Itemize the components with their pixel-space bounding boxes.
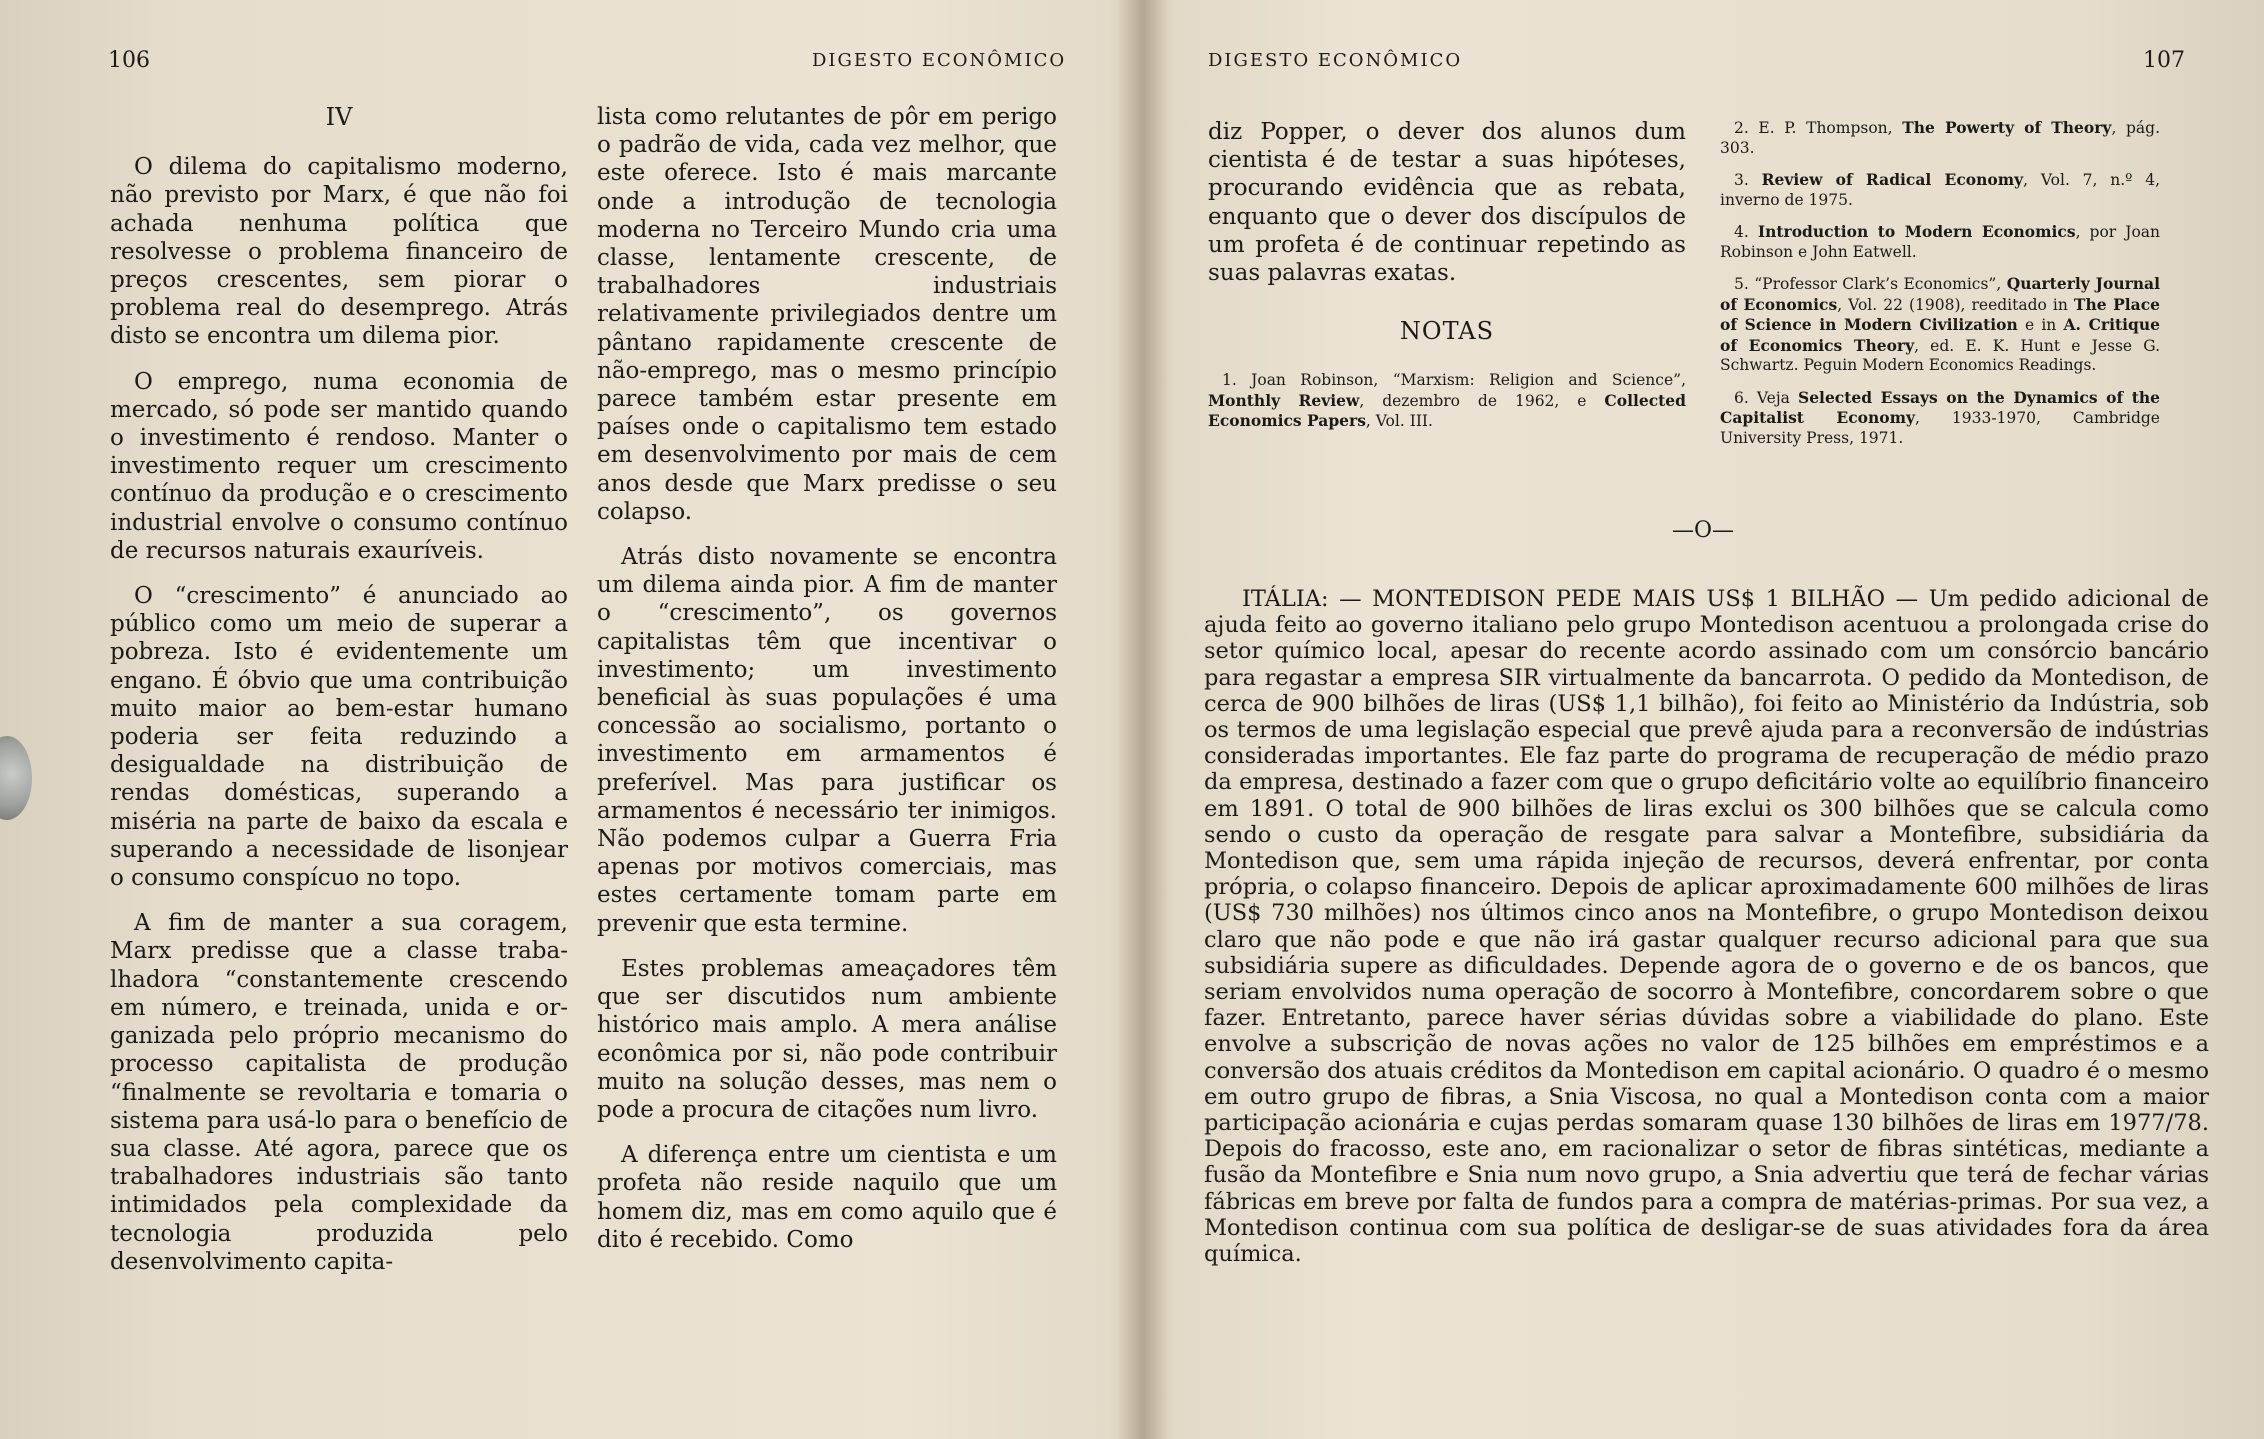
paragraph: A diferença entre um cientista e um profeta não reside naquilo que um homem diz, mas em como aquilo que é dito é recebido. Como xyxy=(597,1142,1057,1253)
paragraph: lista como relutantes de pôr em perigo o padrão de vida, cada vez melhor, que este oferece. Isto é mais marcante onde a introdução de tecnologia moderna no Terceiro Mundo cria uma classe, lentamente crescente, de trabalhadores industriais relativamente privilegiados dentre um pântano rapidamente crescente de não-emprego, mas o mesmo princípio parece também estar presente em países onde o capitalismo tem estado em desenvolvimento por mais de cem anos desde que Marx predisse o seu colapso. xyxy=(597,104,1057,525)
paragraph: Atrás disto novamente se encontra um dilema ainda pior. A fim de manter o “crescimento”, os governos capitalistas têm que incentivar o investimento; um investimento beneficial às suas populações é uma concessão ao socialismo, portanto o investimento em armamentos é preferível. Mas para justificar os armamentos é necessário ter inimigos. Não podemos culpar a Guerra Fria apenas por motivos comerciais, mas estes certamente tomam parte em prevenir que esta termine. xyxy=(597,544,1057,937)
section-heading: IV xyxy=(325,103,353,131)
paragraph: O emprego, numa economia de mercado, só pode ser mantido quando o investimento é rendoso. Manter o investimento requer um crescimento contínuo da produção e o crescimento industrial envolve o consumo contínuo de recursos naturais exauríveis. xyxy=(110,368,568,564)
footnote-6: 6. Veja Selected Essays on the Dynamics of the Capitalist Economy, 1933-1970, Cambridge University Press, 1971. xyxy=(1720,387,2160,447)
paragraph: diz Popper, o dever dos alunos dum cientista é de testar a suas hipóteses, procurando evidência que as rebata, enquanto que o dever dos discípulos de um profeta é de continuar repetindo as suas palavras exatas. xyxy=(1208,119,1686,287)
right-page xyxy=(1150,0,2264,1439)
right-column-notes xyxy=(1720,118,2160,460)
article-body: ITÁLIA: — MONTEDISON PEDE MAIS US$ 1 BILHÃO — Um pedido adicional de ajuda feito ao governo italiano pelo grupo Montedison acentuou a prolongada crise do setor químico local, apesar do recente acordo assinado com um consórcio bancário para regastar a empresa SIR virtualmente da bancarrota. O pedido da Montedison, de cerca de 900 bilhões de liras (US$ 1,1 bilhão), foi feito ao Ministério da Indústria, sob os termos de uma legislação especial que prevê ajuda para a reconversão de indústrias consideradas importantes. Ele faz parte do programa de recuperação de médio prazo da empresa, destinado a fazer com que o grupo deficitário volte ao equilíbrio financeiro em 1891. O total de 900 bilhões de liras exclui os 300 bilhões que se calcula como sendo o custo da operação de resgate para salvar a Montefibre, subsidiária da Montedison que, sem uma rápida injeção de recursos, deverá enfrentar, por conta própria, o colapso financeiro. Depois de aplicar aproximadamente 600 milhões de liras (US$ 730 milhões) nos últimos cinco anos na Montefibre, o grupo Montedison deixou claro que não pode e que não irá gastar qualquer recurso adicional para que sua subsidiária supere as dificuldades. Depende agora de o governo e de os bancos, que seriam envolvidos numa operação de socorro à Montefibre, concordarem sobre o que fazer. Entretanto, parece haver sérias dúvidas sobre a viabilidade do plano. Este envolve a subscrição de novas ações no valor de 125 bilhões em empréstimos e a conversão dos atuais créditos da Montedison em capital acionário. O quadro é o mesmo em outro grupo de fibras, a Snia Viscosa, no qual a Montedison conta com a maior participação acionária e cujas perdas somaram quase 130 bilhões de liras em 1977/78. Depois do fracosso, este ano, em racionalizar o setor de fibras sintéticas, mediante a fusão da Montefibre e Snia num novo grupo, a Snia advertiu que terá de fechar várias fábricas em breve por falta de fundos para a compra de matérias-primas. Por sua vez, a Montedison continua com sua política de desligar-se de suas atividades fora da área química. xyxy=(1204,586,2209,1268)
footnote-5: 5. “Professor Clark’s Economics”, Quarterly Journal of Economics, Vol. 22 (1908), reeditado in The Place of Science in Modern Civilization e in A. Critique of Economics Theory, ed. E. K. Hunt e Jesse G. Schwartz. Peguin Modern Economics Readings. xyxy=(1720,274,2160,374)
footnote-1: 1. Joan Robinson, “Marxism: Religion and Science”, Monthly Review, dezembro de 1962, e Collected Economics Papers, Vol. III. xyxy=(1208,371,1687,431)
running-head: DIGESTO ECONÔMICO xyxy=(812,50,1067,71)
left-column-1 xyxy=(110,103,568,1293)
footnote-2: 2. E. P. Thompson, The Powerty of Theory, pág. 303. xyxy=(1720,118,2160,157)
paragraph: A fim de manter a sua coragem, Marx predisse que a classe trabalhadora “constantemente crescendo em número, e treinada, unida e organizada pelo próprio mecanismo do processo capitalista de produção “finalmente se revoltaria e tomaria o sistema para usá-lo para o benefício de sua classe. Até agora, parece que os trabalhadores industriais são tanto intimidados pela complexidade da tecnologia produzida pelo desenvolvimento capita- xyxy=(110,910,568,1275)
page-number: 107 xyxy=(2143,48,2185,73)
footnote-4: 4. Introduction to Modern Economics, por Joan Robinson e John Eatwell. xyxy=(1720,222,2161,261)
paragraph: Estes problemas ameaçadores têm que ser discutidos num ambiente histórico mais amplo. A mera análise econômica por si, não pode contribuir muito na solução desses, mas nem o pode a procura de citações num livro. xyxy=(597,955,1057,1123)
left-column-2 xyxy=(597,103,1057,1271)
notes-heading: NOTAS xyxy=(1399,317,1495,346)
footnote-3: 3. Review of Radical Economy, Vol. 7, n.º 4, inverno de 1975. xyxy=(1720,170,2160,209)
paragraph: O dilema do capitalismo moderno, não previsto por Marx, é que não foi achada nenhuma política que resolvesse o problema financeiro de preços crescentes, sem piorar o problema real do desemprego. Atrás disto se encontra um dilema pior. xyxy=(110,154,568,350)
page-number: 106 xyxy=(108,48,150,73)
paragraph: O “crescimento” é anunciado ao público como um meio de superar a pobreza. Isto é evidentemente um engano. É óbvio que uma contribuição muito maior ao bem-estar humano poderia ser feita reduzindo a desigualdade na distribuição de rendas domésticas, superando a miséria na parte de baixo da escala e superando a necessidade de lisonjear o consumo conspícuo no topo. xyxy=(110,583,568,892)
right-column-1 xyxy=(1208,118,1686,444)
section-divider: —O— xyxy=(1672,518,1735,543)
news-article xyxy=(1204,586,2209,1267)
running-head: DIGESTO ECONÔMICO xyxy=(1208,50,1463,71)
